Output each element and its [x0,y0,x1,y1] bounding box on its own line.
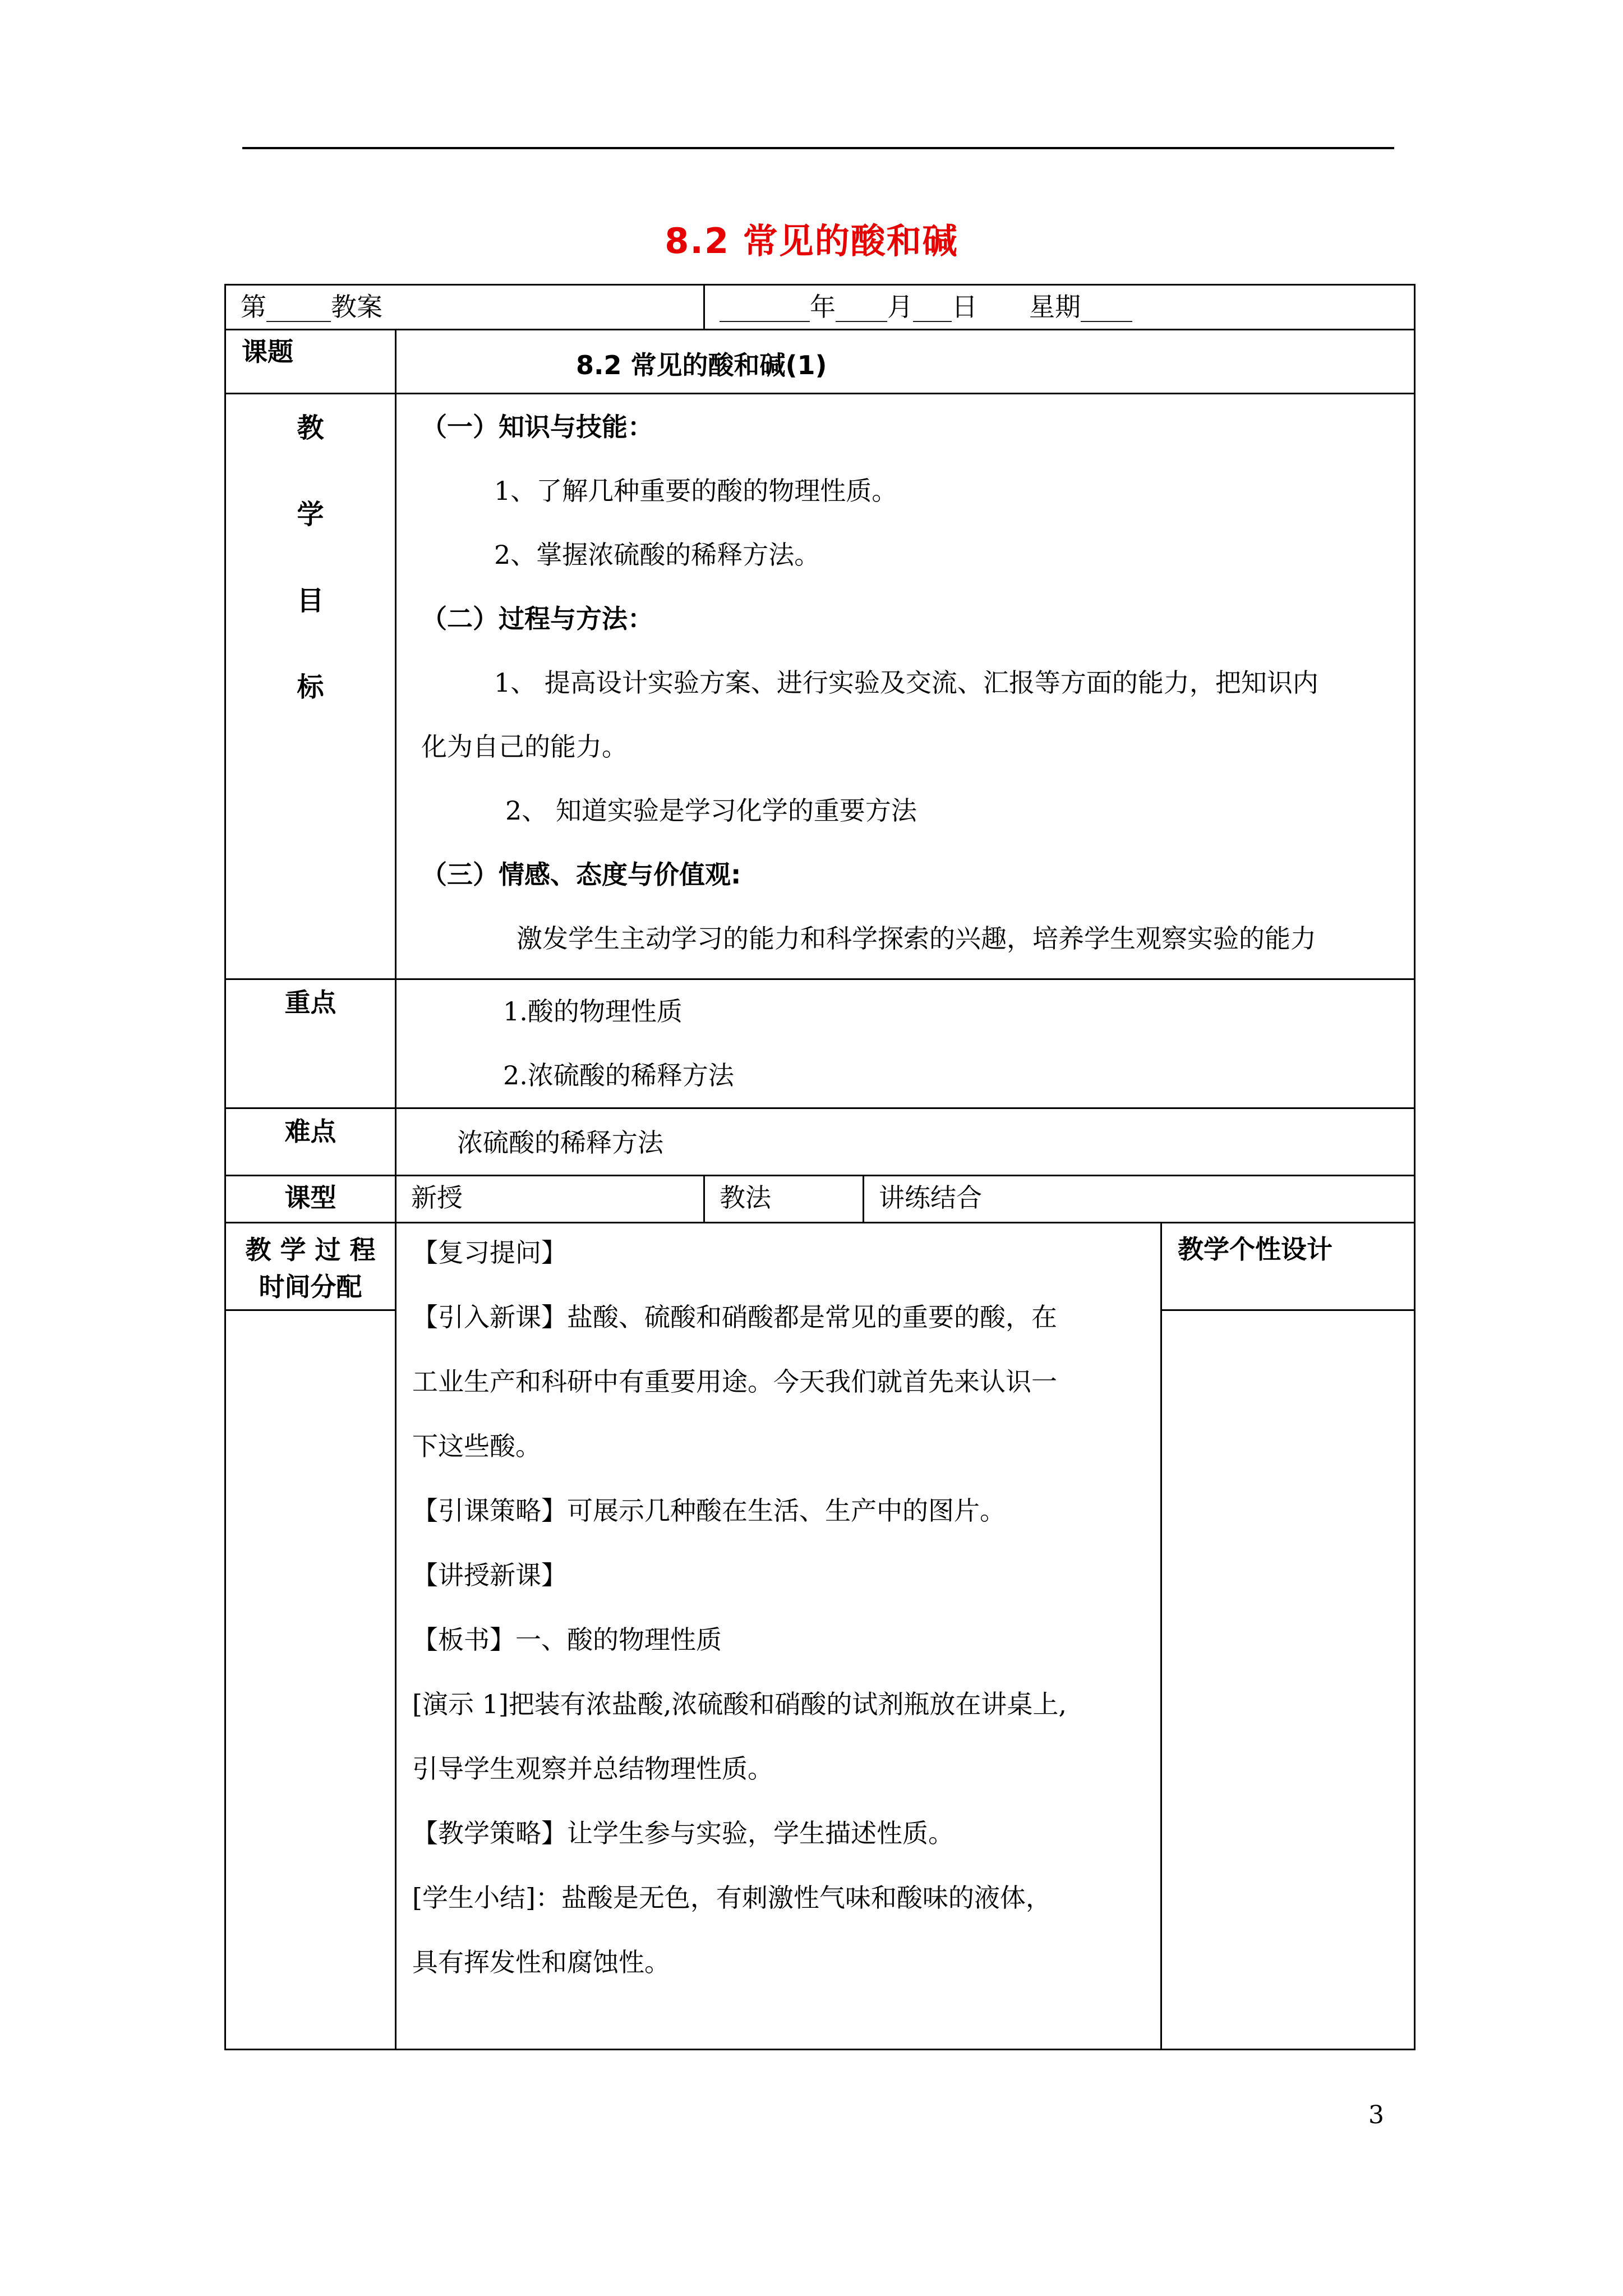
key-points-label: 重点 [284,987,336,1018]
lesson-number-cell [225,285,704,330]
key-points-row [225,979,1415,1108]
topic-label-cell [225,330,396,394]
process-line: 【板书】一、酸的物理性质 [412,1625,722,1655]
process-line: [学生小结]：盐酸是无色，有刺激性气味和酸味的液体， [412,1883,1052,1913]
objective-heading: （二）过程与方法： [421,604,653,634]
page-number: 3 [1368,2101,1384,2129]
difficulty-content-cell [396,1108,1415,1176]
objectives-label-char: 学 [297,499,324,530]
lesson-type-value: 新授 [411,1182,463,1213]
process-label [226,1223,395,1305]
objectives-content [396,394,1414,956]
process-line: 【引课策略】可展示几种酸在生活、生产中的图片。 [412,1496,1006,1526]
topic-value-cell [396,330,1415,394]
topic-row [225,330,1415,394]
objectives-label-char: 教 [297,412,324,444]
topic-label: 课题 [242,337,293,367]
process-line: 【教学策略】让学生参与实验，学生描述性质。 [412,1818,954,1848]
key-points-label-cell [225,979,396,1108]
method-label: 教法 [720,1182,771,1213]
process-line: 【复习提问】 [412,1237,567,1268]
document-title: 8.2 常见的酸和碱 [665,220,958,261]
objective-line: 2、掌握浓硫酸的稀释方法。 [494,540,820,570]
design-content-cell [1161,1310,1415,2050]
objectives-label [226,394,395,756]
lesson-type-row [225,1176,1415,1223]
process-line: 引导学生观察并总结物理性质。 [412,1754,773,1784]
header-row [225,285,1415,330]
topic-value: 8.2 常见的酸和碱(1) [576,350,827,380]
process-line: 【讲授新课】 [412,1560,567,1590]
lesson-number: 第_____教案 [241,292,382,322]
process-line: 【引入新课】盐酸、硫酸和硝酸都是常见的重要的酸，在 [412,1302,1057,1332]
objectives-label-char: 目 [297,585,324,616]
objective-line: 化为自己的能力。 [421,731,628,762]
design-label-cell [1161,1223,1415,1310]
objective-heading: （三）情感、态度与价值观: [421,859,741,890]
key-point-line: 1.酸的物理性质 [503,996,683,1027]
difficulty-label: 难点 [284,1116,336,1147]
date-cell [704,285,1415,330]
method-value: 讲练结合 [879,1182,982,1213]
objective-line: 1、了解几种重要的酸的物理性质。 [494,476,898,506]
design-label: 教学个性设计 [1178,1234,1332,1264]
objective-heading: （一）知识与技能： [421,412,653,442]
process-line: 下这些酸。 [412,1431,541,1461]
process-line: 具有挥发性和腐蚀性。 [412,1947,670,1977]
process-label-line: 教 学 过 程 [245,1235,376,1265]
objectives-label-char: 标 [297,671,324,703]
key-points-content-cell [396,979,1415,1108]
process-content-cell [396,1223,1161,2050]
process-header-row [225,1223,1415,1310]
process-content [396,1223,1160,1980]
lesson-plan-table [224,284,1415,2050]
process-line: [演示 1]把装有浓盐酸,浓硫酸和硝酸的试剂瓶放在讲桌上, [412,1689,1067,1719]
process-line: 工业生产和科研中有重要用途。今天我们就首先来认识一 [412,1366,1057,1397]
objective-line: 2、 知道实验是学习化学的重要方法 [505,795,917,826]
date-line: _______年____月___日 星期____ [720,292,1132,322]
method-value-cell [864,1176,1415,1223]
key-point-line: 2.浓硫酸的稀释方法 [503,1060,734,1091]
process-label-cell [225,1223,396,1310]
difficulty-row [225,1108,1415,1176]
objectives-content-cell [396,394,1415,979]
method-label-cell [704,1176,864,1223]
lesson-type-value-cell [396,1176,704,1223]
objective-line: 激发学生主动学习的能力和科学探索的兴趣，培养学生观察实验的能力 [517,923,1316,954]
header-rule [242,147,1394,149]
objectives-label-cell [225,394,396,979]
time-allocation-cell [225,1310,396,2050]
process-label-line: 时间分配 [259,1272,362,1302]
difficulty-value: 浓硫酸的稀释方法 [457,1128,663,1158]
lesson-type-label-cell [225,1176,396,1223]
difficulty-label-cell [225,1108,396,1176]
objective-line: 1、 提高设计实验方案、进行实验及交流、汇报等方面的能力，把知识内 [494,668,1318,698]
lesson-type-label: 课型 [284,1182,336,1213]
key-points-content [396,980,1414,1093]
objectives-row [225,394,1415,979]
